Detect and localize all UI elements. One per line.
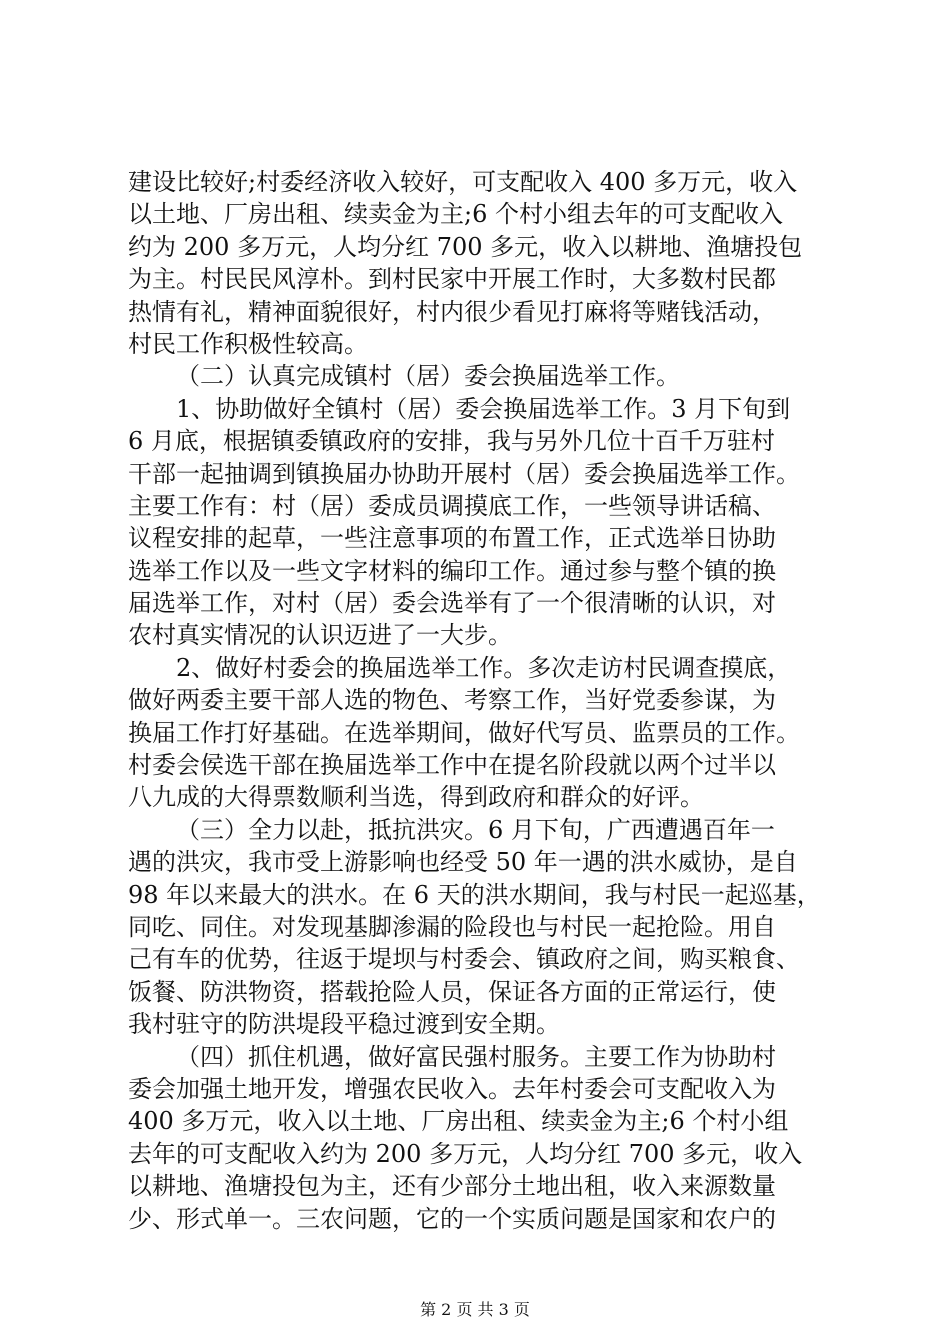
text-line: 少、形式单一。三农问题，它的一个实质问题是国家和农户的 <box>128 1204 776 1233</box>
paragraph <box>128 360 828 392</box>
text-line: 饭餐、防洪物资，搭载抢险人员，保证各方面的正常运行，使 <box>128 977 776 1006</box>
text-line: 主要工作有：村（居）委成员调摸底工作，一些领导讲话稿、 <box>128 491 776 520</box>
text-line: 议程安排的起草，一些注意事项的布置工作，正式选举日协助 <box>128 524 776 553</box>
text-line: 1、协助做好全镇村（居）委会换届选举工作。3 月下旬到 <box>176 394 791 423</box>
document-body <box>128 166 828 1235</box>
text-line: 以土地、厂房出租、续卖金为主;6 个村小组去年的可支配收入 <box>128 200 783 229</box>
paragraph <box>128 814 828 1041</box>
text-line: 6 月底，根据镇委镇政府的安排，我与另外几位十百千万驻村 <box>128 427 775 456</box>
paragraph <box>128 393 828 652</box>
text-line: 去年的可支配收入约为 200 多万元，人均分红 700 多元，收入 <box>128 1139 803 1168</box>
text-line: 做好两委主要干部人选的物色、考察工作，当好党委参谋，为 <box>128 686 776 715</box>
text-line: 己有车的优势，往返于堤坝与村委会、镇政府之间，购买粮食、 <box>128 945 800 974</box>
text-line: 为主。村民民风淳朴。到村民家中开展工作时，大多数村民都 <box>128 265 776 294</box>
text-line: 我村驻守的防洪堤段平稳过渡到安全期。 <box>128 1010 560 1039</box>
page-footer <box>0 1300 950 1320</box>
text-line: 村委会侯选干部在换届选举工作中在提名阶段就以两个过半以 <box>128 751 776 780</box>
page-number-label: 第 2 页 共 3 页 <box>420 1300 530 1319</box>
text-line: 干部一起抽调到镇换届办协助开展村（居）委会换届选举工作。 <box>128 459 800 488</box>
text-line: 98 年以来最大的洪水。在 6 天的洪水期间，我与村民一起巡基， <box>128 880 821 909</box>
text-line: 400 多万元，收入以土地、厂房出租、续卖金为主;6 个村小组 <box>128 1107 789 1136</box>
text-line: （二）认真完成镇村（居）委会换届选举工作。 <box>176 362 680 391</box>
paragraph <box>128 166 828 360</box>
text-line: 换届工作打好基础。在选举期间，做好代写员、监票员的工作。 <box>128 718 800 747</box>
text-line: 约为 200 多万元，人均分红 700 多元，收入以耕地、渔塘投包 <box>128 232 803 261</box>
text-line: 2、做好村委会的换届选举工作。多次走访村民调查摸底， <box>176 653 792 682</box>
text-line: 选举工作以及一些文字材料的编印工作。通过参与整个镇的换 <box>128 556 776 585</box>
text-line: （三）全力以赴，抵抗洪灾。6 月下旬，广西遭遇百年一 <box>176 815 775 844</box>
text-line: 届选举工作，对村（居）委会选举有了一个很清晰的认识，对 <box>128 589 776 618</box>
text-line: 遇的洪灾，我市受上游影响也经受 50 年一遇的洪水威协，是自 <box>128 848 798 877</box>
text-line: 以耕地、渔塘投包为主，还有少部分土地出租，收入来源数量 <box>128 1172 776 1201</box>
text-line: 八九成的大得票数顺利当选，得到政府和群众的好评。 <box>128 783 704 812</box>
text-line: 村民工作积极性较高。 <box>128 329 368 358</box>
text-line: （四）抓住机遇，做好富民强村服务。主要工作为协助村 <box>176 1042 776 1071</box>
text-line: 委会加强土地开发，增强农民收入。去年村委会可支配收入为 <box>128 1074 776 1103</box>
text-line: 农村真实情况的认识迈进了一大步。 <box>128 621 512 650</box>
paragraph <box>128 1041 828 1235</box>
text-line: 热情有礼，精神面貌很好，村内很少看见打麻将等赌钱活动， <box>128 297 776 326</box>
text-line: 同吃、同住。对发现基脚渗漏的险段也与村民一起抢险。用自 <box>128 912 776 941</box>
paragraph <box>128 652 828 814</box>
text-line: 建设比较好;村委经济收入较好，可支配收入 400 多万元，收入 <box>128 168 798 196</box>
